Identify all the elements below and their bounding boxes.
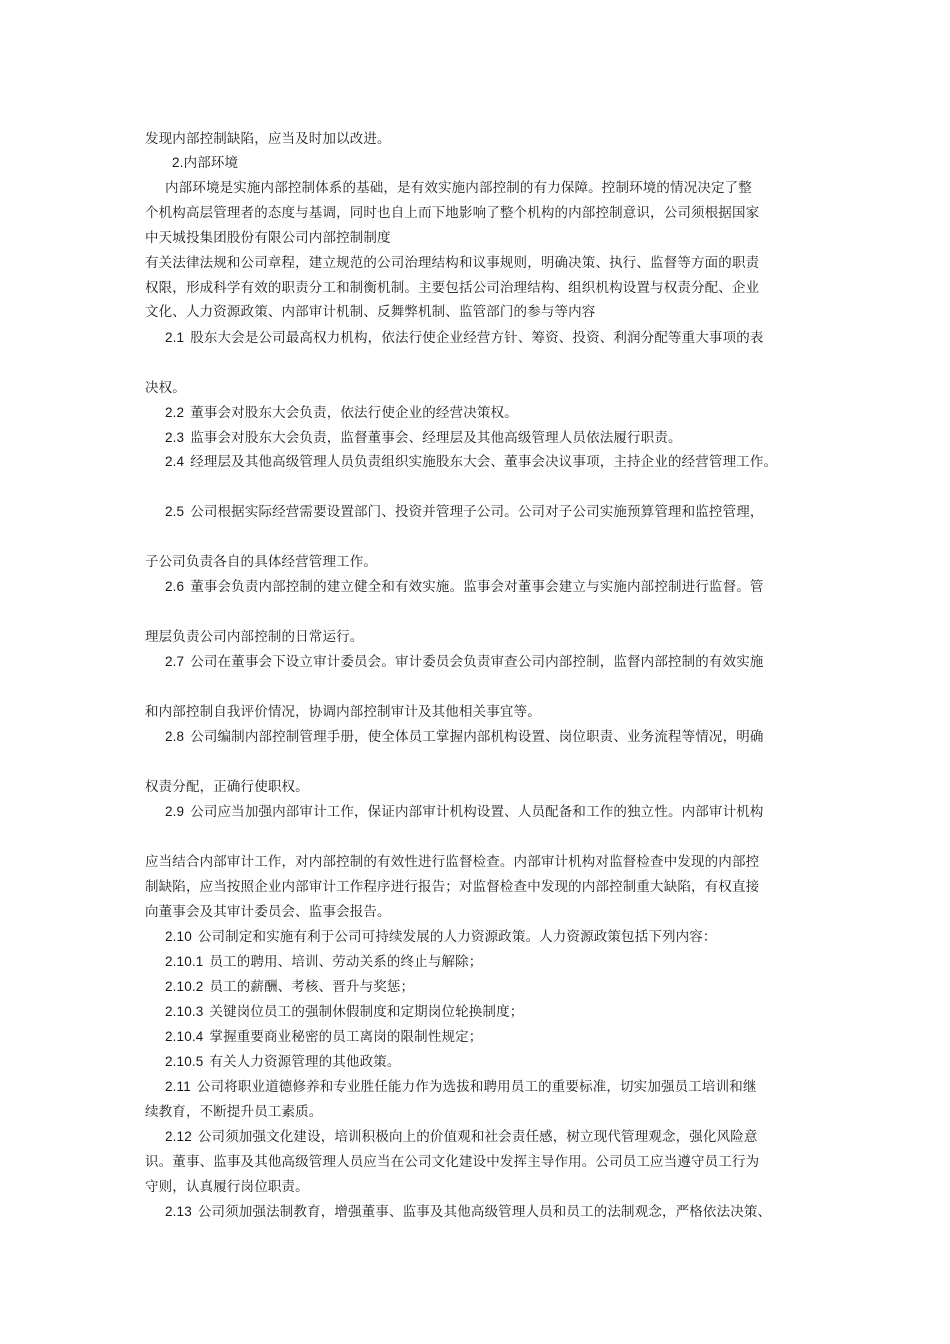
clause-number: 2.5 bbox=[165, 504, 185, 519]
paragraph-line bbox=[145, 553, 377, 571]
paragraph-line bbox=[145, 628, 363, 646]
line-text: 内部环境是实施内部控制体系的基础，是有效实施内部控制的有力保障。控制环境的情况决定了整 bbox=[165, 180, 752, 196]
clause-line bbox=[165, 953, 482, 971]
line-text: 员工的薪酬、考核、晋升与奖惩； bbox=[209, 979, 415, 995]
line-text: 掌握重要商业秘密的员工离岗的限制性规定； bbox=[209, 1029, 483, 1045]
line-text: 子公司负责各自的具体经营管理工作。 bbox=[145, 554, 378, 570]
line-text: 经理层及其他高级管理人员负责组织实施股东大会、董事会决议事项，主持企业的经营管理工作。 bbox=[190, 454, 778, 470]
line-text: 理层负责公司内部控制的日常运行。 bbox=[145, 629, 364, 645]
line-text: 文化、人力资源政策、内部审计机制、反舞弊机制、监管部门的参与等内容 bbox=[145, 304, 596, 320]
clause-number: 2.1 bbox=[165, 330, 185, 345]
clause-line bbox=[165, 653, 764, 671]
paragraph-line bbox=[145, 903, 391, 921]
paragraph-line bbox=[145, 1153, 759, 1171]
paragraph-line bbox=[145, 878, 759, 896]
clause-line bbox=[165, 1053, 401, 1071]
clause-number: 2.10 bbox=[165, 929, 192, 944]
line-text: 中天城投集团股份有限公司内部控制制度 bbox=[145, 230, 391, 246]
line-text: 股东大会是公司最高权力机构，依法行使企业经营方针、筹资、投资、利润分配等重大事项的表 bbox=[190, 330, 764, 346]
clause-number: 2.8 bbox=[165, 729, 185, 744]
clause-line bbox=[165, 404, 518, 422]
line-text: 监事会对股东大会负责，监督董事会、经理层及其他高级管理人员依法履行职责。 bbox=[190, 430, 682, 446]
paragraph-line bbox=[145, 130, 391, 148]
line-text: 公司须加强文化建设，培训积极向上的价值观和社会责任感，树立现代管理观念，强化风险意 bbox=[197, 1129, 758, 1145]
line-text: 向董事会及其审计委员会、监事会报告。 bbox=[145, 904, 391, 920]
line-text: 公司根据实际经营需要设置部门、投资并管理子公司。公司对子公司实施预算管理和监控管理， bbox=[190, 504, 764, 520]
line-text: 续教育，不断提升员工素质。 bbox=[145, 1104, 323, 1120]
section-number: 2. bbox=[172, 155, 184, 170]
clause-line bbox=[165, 803, 764, 821]
clause-number: 2.10.5 bbox=[165, 1054, 204, 1069]
clause-line bbox=[165, 429, 682, 447]
running-header bbox=[145, 229, 391, 247]
paragraph-line bbox=[145, 379, 186, 397]
clause-number: 2.10.4 bbox=[165, 1029, 204, 1044]
line-text: 个机构高层管理者的态度与基调，同时也自上而下地影响了整个机构的内部控制意识，公司须根据国家 bbox=[145, 205, 760, 221]
line-text: 发现内部控制缺陷，应当及时加以改进。 bbox=[145, 131, 391, 147]
clause-line bbox=[165, 1203, 771, 1221]
paragraph-line bbox=[145, 279, 759, 297]
line-text: 有关人力资源管理的其他政策。 bbox=[209, 1054, 401, 1070]
clause-number: 2.13 bbox=[165, 1204, 192, 1219]
clause-number: 2.9 bbox=[165, 804, 185, 819]
line-text: 权责分配，正确行使职权。 bbox=[145, 779, 309, 795]
line-text: 守则，认真履行岗位职责。 bbox=[145, 1179, 309, 1195]
line-text: 公司将职业道德修养和专业胜任能力作为选拔和聘用员工的重要标准，切实加强员工培训和继 bbox=[196, 1079, 757, 1095]
line-text: 公司须加强法制教育，增强董事、监事及其他高级管理人员和员工的法制观念，严格依法决策、 bbox=[197, 1204, 772, 1220]
clause-line bbox=[165, 453, 777, 471]
clause-number: 2.7 bbox=[165, 654, 185, 669]
clause-number: 2.10.2 bbox=[165, 979, 204, 994]
paragraph-line bbox=[145, 204, 759, 222]
clause-line bbox=[165, 1078, 757, 1096]
clause-number: 2.10.1 bbox=[165, 954, 204, 969]
clause-line bbox=[165, 1003, 523, 1021]
clause-line bbox=[165, 728, 764, 746]
clause-line bbox=[165, 1128, 758, 1146]
clause-number: 2.3 bbox=[165, 430, 185, 445]
paragraph-line bbox=[165, 179, 752, 197]
clause-number: 2.12 bbox=[165, 1129, 192, 1144]
clause-number: 2.10.3 bbox=[165, 1004, 204, 1019]
clause-line bbox=[165, 978, 414, 996]
clause-line bbox=[165, 578, 764, 596]
clause-line bbox=[165, 503, 764, 521]
line-text: 公司编制内部控制管理手册，使全体员工掌握内部机构设置、岗位职责、业务流程等情况，明确 bbox=[190, 729, 764, 745]
line-text: 公司应当加强内部审计工作，保证内部审计机构设置、人员配备和工作的独立性。内部审计机构 bbox=[190, 804, 764, 820]
clause-number: 2.2 bbox=[165, 405, 185, 420]
line-text: 公司在董事会下设立审计委员会。审计委员会负责审查公司内部控制，监督内部控制的有效实施 bbox=[190, 654, 764, 670]
line-text: 员工的聘用、培训、劳动关系的终止与解除； bbox=[209, 954, 483, 970]
clause-line bbox=[165, 928, 717, 946]
line-text: 和内部控制自我评价情况，协调内部控制审计及其他相关事宜等。 bbox=[145, 704, 541, 720]
clause-number: 2.11 bbox=[165, 1079, 191, 1094]
paragraph-line bbox=[145, 703, 541, 721]
clause-number: 2.4 bbox=[165, 454, 185, 469]
paragraph-line bbox=[145, 1103, 322, 1121]
line-text: 公司制定和实施有利于公司可持续发展的人力资源政策。人力资源政策包括下列内容： bbox=[197, 929, 717, 945]
line-text: 权限，形成科学有效的职责分工和制衡机制。主要包括公司治理结构、组织机构设置与权责分配、企业 bbox=[145, 280, 760, 296]
paragraph-line bbox=[145, 254, 759, 272]
section-heading bbox=[172, 154, 238, 172]
paragraph-line bbox=[145, 853, 759, 871]
clause-line bbox=[165, 329, 764, 347]
paragraph-line bbox=[145, 778, 309, 796]
line-text: 制缺陷，应当按照企业内部审计工作程序进行报告；对监督检查中发现的内部控制重大缺陷，有权直接 bbox=[145, 879, 760, 895]
line-text: 有关法律法规和公司章程，建立规范的公司治理结构和议事规则，明确决策、执行、监督等方面的职责 bbox=[145, 255, 760, 271]
line-text: 决权。 bbox=[145, 380, 186, 396]
line-text: 董事会对股东大会负责，依法行使企业的经营决策权。 bbox=[190, 405, 518, 421]
section-title: 内部环境 bbox=[183, 155, 239, 171]
clause-line bbox=[165, 1028, 482, 1046]
line-text: 识。董事、监事及其他高级管理人员应当在公司文化建设中发挥主导作用。公司员工应当遵守员工行为 bbox=[145, 1154, 760, 1170]
paragraph-line bbox=[145, 303, 595, 321]
paragraph-line bbox=[145, 1178, 309, 1196]
line-text: 董事会负责内部控制的建立健全和有效实施。监事会对董事会建立与实施内部控制进行监督。管 bbox=[190, 579, 764, 595]
clause-number: 2.6 bbox=[165, 579, 185, 594]
line-text: 应当结合内部审计工作，对内部控制的有效性进行监督检查。内部审计机构对监督检查中发现的内部控 bbox=[145, 854, 760, 870]
line-text: 关键岗位员工的强制休假制度和定期岗位轮换制度； bbox=[209, 1004, 524, 1020]
